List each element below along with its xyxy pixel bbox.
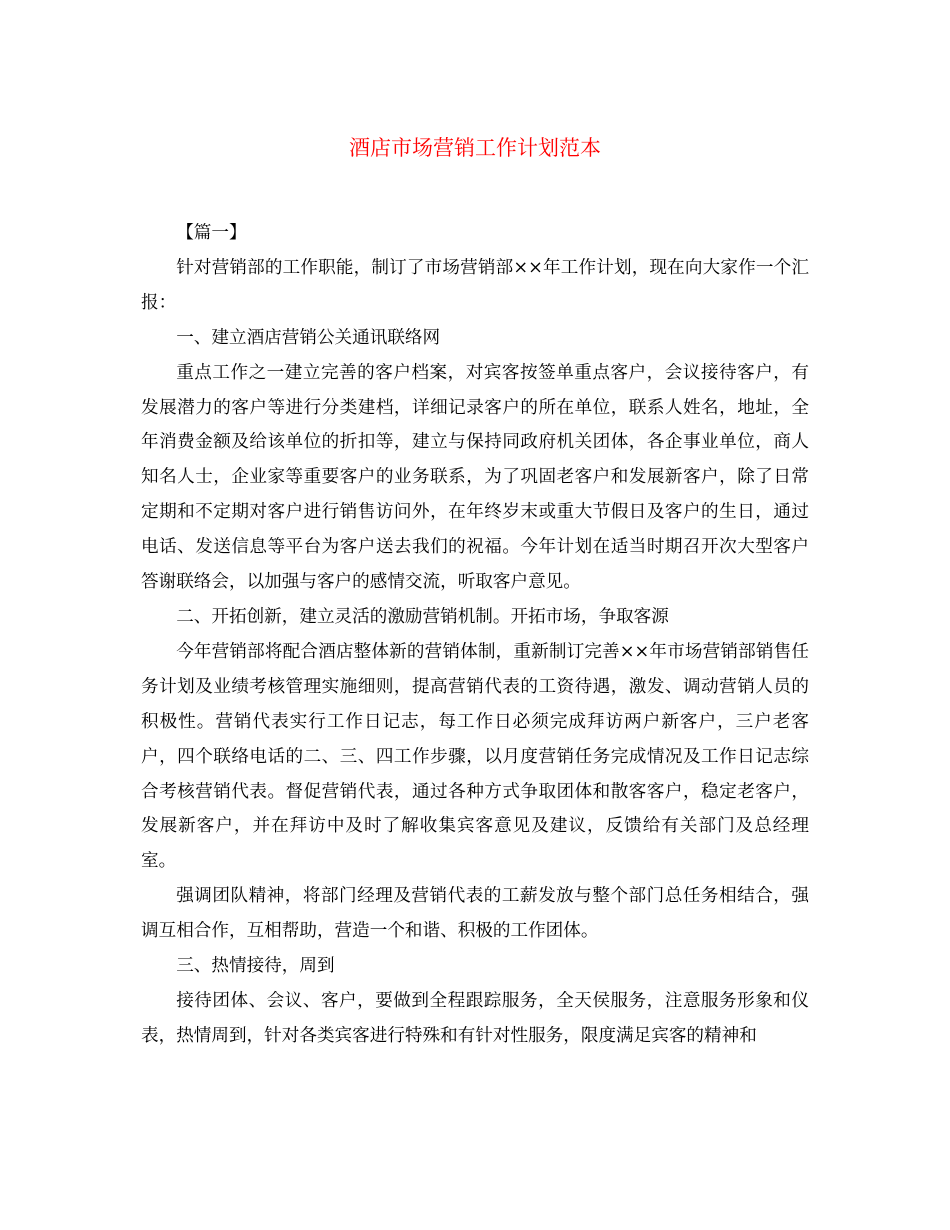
body-paragraph: 今年营销部将配合酒店整体新的营销体制，重新制订完善××年市场营销部销售任务计划及业绩考核管理实施细则，提高营销代表的工资待遇，激发、调动营销人员的积极性。营销代表实行工作日记志，每工作日必须完成拜访两户新客户，三户老客户，四个联络电话的二、三、四工作步骤，以月度营销任务完成情况及工作日记志综合考核营销代表。督促营销代表，通过各种方式争取团体和散客客户，稳定老客户，发展新客户，并在拜访中及时了解收集宾客意见及建议，反馈给有关部门及总经理室。 xyxy=(141,641,809,872)
intro-paragraph: 针对营销部的工作职能，制订了市场营销部××年工作计划，现在向大家作一个汇报： xyxy=(141,257,809,313)
document-body xyxy=(141,216,809,1054)
body-paragraph: 强调团队精神，将部门经理及营销代表的工薪发放与整个部门总任务相结合，强调互相合作，互相帮助，营造一个和谐、积极的工作团体。 xyxy=(141,886,809,942)
body-paragraph: 接待团体、会议、客户，要做到全程跟踪服务，全天侯服务，注意服务形象和仪表，热情周到，针对各类宾客进行特殊和有针对性服务，限度满足宾客的精神和 xyxy=(141,990,809,1046)
heading-2: 二、开拓创新，建立灵活的激励营销机制。开拓市场，争取客源 xyxy=(176,606,669,627)
heading-1: 一、建立酒店营销公关通讯联络网 xyxy=(176,327,441,348)
body-paragraph: 重点工作之一建立完善的客户档案，对宾客按签单重点客户，会议接待客户，有发展潜力的客户等进行分类建档，详细记录客户的所在单位，联系人姓名，地址，全年消费金额及给该单位的折扣等，建立与保持同政府机关团体，各企事业单位，商人知名人士，企业家等重要客户的业务联系，为了巩固老客户和发展新客户，除了日常定期和不定期对客户进行销售访问外，在年终岁末或重大节假日及客户的生日，通过电话、发送信息等平台为客户送去我们的祝福。今年计划在适当时期召开次大型客户答谢联络会，以加强与客户的感情交流，听取客户意见。 xyxy=(141,362,809,593)
section-label: 【篇一】 xyxy=(176,223,247,243)
heading-3: 三、热情接待，周到 xyxy=(176,956,335,977)
document-title: 酒店市场营销工作计划范本 xyxy=(349,136,601,160)
